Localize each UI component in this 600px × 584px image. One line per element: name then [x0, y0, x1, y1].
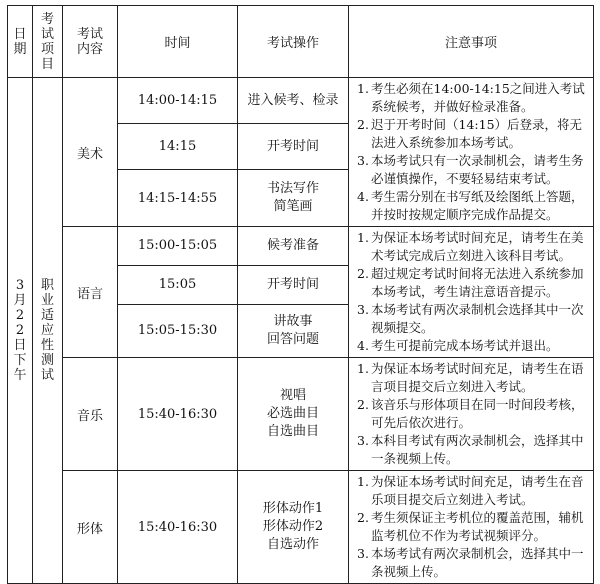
operation-cell: 开考时间 [238, 124, 349, 170]
list-item: 4. 考生可提前完成本场考试并退出。 [357, 338, 559, 353]
list-item: 3. 本场考试有两次录制机会，选择其中一条视频上传。 [357, 546, 584, 579]
header-content: 考试内容 [63, 6, 118, 78]
notes-music [349, 358, 594, 471]
header-row [8, 6, 594, 78]
list-item: 2. 超过规定考试时间将无法进入系统参加本场考试，考生请注意语音提示。 [357, 266, 584, 299]
time-cell: 15:40-16:30 [118, 358, 238, 471]
content-language: 语言 [63, 227, 118, 358]
header-project: 考试项目 [33, 6, 63, 78]
table-row [8, 227, 594, 266]
list-item: 3. 本科目考试有两次录制机会，选择其中一条视频上传。 [357, 433, 584, 466]
time-cell: 15:00-15:05 [118, 227, 238, 266]
list-item: 2. 该音乐与形体项目在同一时间段考核，可先后依次进行。 [357, 397, 584, 430]
list-item: 1. 为保证本场考试时间充足，请考生在音乐项目提交后立刻进入考试。 [357, 474, 584, 507]
time-cell: 14:15-14:55 [118, 170, 238, 227]
content-art: 美术 [63, 78, 118, 227]
table-row [8, 358, 594, 471]
content-body: 形体 [63, 471, 118, 584]
operation-cell: 形体动作1 形体动作2 自选动作 [238, 471, 349, 584]
list-item: 2. 考生须保证主考机位的覆盖范围，辅机监考机位不作为考试视频评分。 [357, 510, 584, 543]
operation-cell: 书法写作 简笔画 [238, 170, 349, 227]
time-cell: 14:00-14:15 [118, 78, 238, 124]
notes-body [349, 471, 594, 584]
table-row [8, 471, 594, 584]
time-cell: 14:15 [118, 124, 238, 170]
list-item: 3. 本场考试有两次录制机会选择其中一次视频提交。 [357, 302, 584, 335]
table-row [8, 78, 594, 124]
list-item: 2. 迟于开考时间（14:15）后登录，将无法进入系统参加本场考试。 [357, 117, 583, 150]
operation-cell: 讲故事 回答问题 [238, 304, 349, 357]
content-music: 音乐 [63, 358, 118, 471]
project-cell: 职业适应性测试 [33, 78, 63, 584]
header-notes: 注意事项 [349, 6, 594, 78]
date-cell: 3月22日下午 [8, 78, 33, 584]
list-item: 3. 本场考试只有一次录制机会，请考生务必谨慎操作，不要轻易结束考试。 [357, 153, 584, 186]
time-cell: 15:05 [118, 265, 238, 304]
operation-cell: 进入候考、检录 [238, 78, 349, 124]
list-item: 4. 考生需分别在书写纸及绘图纸上答题，并按时按规定顺序完成作品提交。 [357, 189, 584, 222]
exam-schedule-table [7, 5, 594, 584]
list-item: 1. 考生必须在14:00-14:15之间进入考试系统候考，并做好检录准备。 [357, 81, 585, 114]
notes-art [349, 78, 594, 227]
time-cell: 15:05-15:30 [118, 304, 238, 357]
list-item: 1. 为保证本场考试时间充足，请考生在语言项目提交后立刻进入考试。 [357, 361, 584, 394]
header-date: 日期 [8, 6, 33, 78]
operation-cell: 视唱 必选曲目 自选曲目 [238, 358, 349, 471]
time-cell: 15:40-16:30 [118, 471, 238, 584]
list-item: 1. 为保证本场考试时间充足，请考生在美术考试完成后立刻进入该科目考试。 [357, 230, 584, 263]
header-operation: 考试操作 [238, 6, 349, 78]
operation-cell: 候考准备 [238, 227, 349, 266]
notes-language [349, 227, 594, 358]
header-time: 时间 [118, 6, 238, 78]
operation-cell: 开考时间 [238, 265, 349, 304]
